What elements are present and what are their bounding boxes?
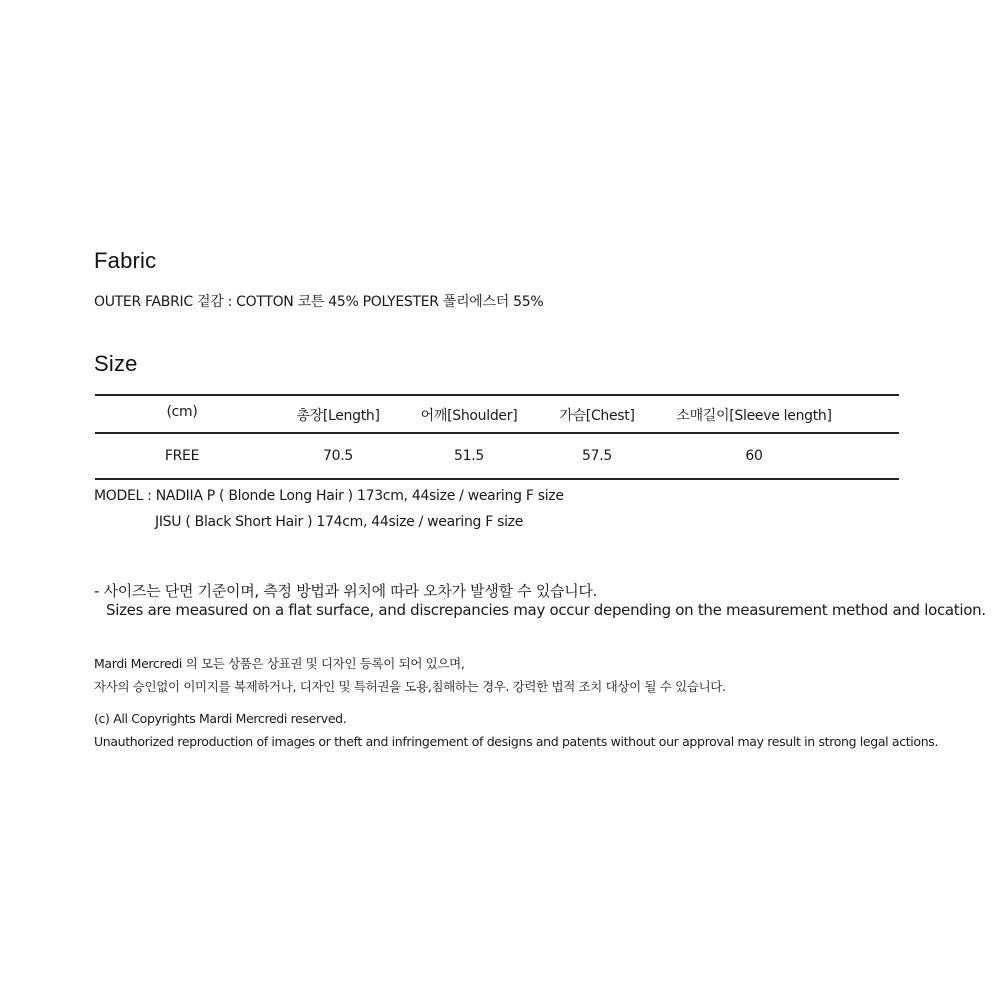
legal-korean-1: Mardi Mercredi 의 모든 상품은 상표권 및 디자인 등록이 되어 있으며, xyxy=(94,656,465,671)
copyright-line: (c) All Copyrights Mardi Mercredi reserved. xyxy=(94,711,347,726)
model-info-1: MODEL : NADIIA P ( Blonde Long Hair ) 173cm, 44size / wearing F size xyxy=(94,488,564,504)
table-top-rule xyxy=(95,394,899,396)
row-size-label: FREE xyxy=(164,448,200,464)
row-sleeve-value: 60 xyxy=(745,448,763,464)
legal-english: Unauthorized reproduction of images or theft and infringement of designs and patents without our approval may result in strong legal actions. xyxy=(94,734,939,749)
legal-korean-2: 자사의 승인없이 이미지를 복제하거나, 디자인 및 특허권을 도용,침해하는 경우. 강력한 법적 조치 대상이 될 수 있습니다. xyxy=(94,679,726,694)
row-chest-value: 57.5 xyxy=(582,448,612,464)
header-unit: (cm) xyxy=(166,404,198,420)
fabric-composition: OUTER FABRIC 겉감 : COTTON 코튼 45% POLYESTER 폴리에스터 55% xyxy=(94,294,544,310)
size-heading: Size xyxy=(94,351,138,376)
header-length: 총장[Length] xyxy=(296,408,380,424)
header-chest: 가슴[Chest] xyxy=(559,408,635,424)
measurement-notice-korean: - 사이즈는 단면 기준이며, 측정 방법과 위치에 따라 오차가 발생할 수 있습니다. xyxy=(94,582,598,600)
table-header-rule xyxy=(95,432,899,434)
header-sleeve-length: 소매길이[Sleeve length] xyxy=(676,408,832,424)
table-bottom-rule xyxy=(95,478,899,480)
model-info-2: JISU ( Black Short Hair ) 174cm, 44size / wearing F size xyxy=(155,514,524,530)
row-length-value: 70.5 xyxy=(323,448,353,464)
fabric-heading: Fabric xyxy=(94,248,157,273)
header-shoulder: 어깨[Shoulder] xyxy=(420,408,518,424)
measurement-notice-english: Sizes are measured on a flat surface, and discrepancies may occur depending on the measurement method and location. xyxy=(106,601,986,619)
row-shoulder-value: 51.5 xyxy=(454,448,484,464)
